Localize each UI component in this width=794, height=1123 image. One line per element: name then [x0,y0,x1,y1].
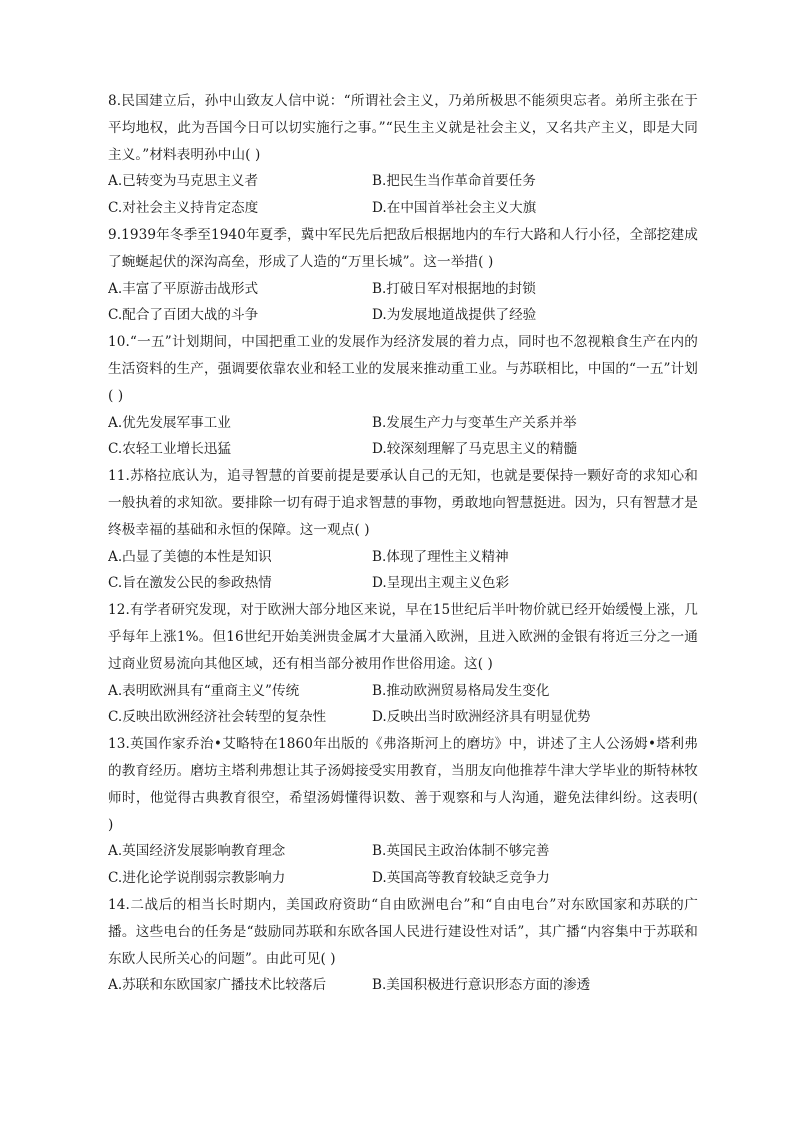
question-9 [108,222,698,329]
option-grid [108,168,698,222]
option-a: A.英国经济发展影响教育理念 [108,843,286,860]
question-14 [108,892,698,999]
option-c: C.进化论学说削弱宗教影响力 [108,870,286,887]
option-grid [108,838,698,892]
option-c: C.旨在激发公民的参政热情 [108,575,272,592]
exam-page [108,88,698,999]
question-stem: 9.1939年冬季至1940年夏季，冀中军民先后把敌后根据地内的车行大路和人行小径，全部挖建成了蜿蜒起伏的深沟高垒，形成了人造的“万里长城”。这一举措( ) [108,226,698,270]
option-grid [108,972,698,999]
option-b: B.体现了理性主义精神 [372,548,509,565]
option-c: C.反映出欧洲经济社会转型的复杂性 [108,709,327,726]
option-a: A.优先发展军事工业 [108,414,231,431]
question-8 [108,88,698,222]
option-c: C.农轻工业增长迅猛 [108,441,231,458]
option-d: D.呈现出主观主义色彩 [372,575,510,592]
option-d: D.英国高等教育较缺乏竞争力 [372,870,550,887]
option-a: A.表明欧洲具有“重商主义”传统 [108,682,300,699]
option-grid [108,678,698,732]
question-stem: 11.苏格拉底认为，追寻智慧的首要前提是要承认自己的无知，也就是要保持一颗好奇的求知心和一般执着的求知欲。要排除一切有碍于追求智慧的事物，勇敢地向智慧挺进。因为，只有智慧才是终极幸福的基础和永恒的保障。这一观点( ) [108,468,698,538]
option-b: B.英国民主政治体制不够完善 [372,843,550,860]
option-a: A.凸显了美德的本性是知识 [108,548,272,565]
option-b: B.发展生产力与变革生产关系并举 [372,414,577,431]
option-grid [108,410,698,464]
option-d: D.为发展地道战提供了经验 [372,307,537,324]
option-d: D.在中国首举社会主义大旗 [372,200,537,217]
question-13 [108,731,698,892]
option-grid [108,276,698,330]
option-grid [108,544,698,598]
question-11 [108,463,698,597]
option-b: B.美国积极进行意识形态方面的渗透 [372,977,591,994]
option-a: A.苏联和东欧国家广播技术比较落后 [108,977,327,994]
option-d: D.反映出当时欧洲经济具有明显优势 [372,709,591,726]
question-10 [108,329,698,463]
option-c: C.配合了百团大战的斗争 [108,307,259,324]
question-stem: 10.“一五”计划期间，中国把重工业的发展作为经济发展的着力点，同时也不忽视粮食生产在内的生活资料的生产，强调要依靠农业和轻工业的发展来推动重工业。与苏联相比，中国的“一五”计划( ) [108,334,698,404]
option-a: A.已转变为马克思主义者 [108,173,259,190]
option-a: A.丰富了平原游击战形式 [108,280,259,297]
option-b: B.推动欧洲贸易格局发生变化 [372,682,550,699]
question-12 [108,597,698,731]
question-stem: 12.有学者研究发现，对于欧洲大部分地区来说，早在15世纪后半叶物价就已经开始缓慢上涨，几乎每年上涨1%。但16世纪开始美洲贵金属才大量涌入欧洲，且进入欧洲的金银有将近三分之一通过商业贸易流向其他区域，还有相当部分被用作世俗用途。这( ) [108,602,698,672]
question-stem: 13.英国作家乔治•艾略特在1860年出版的《弗洛斯河上的磨坊》中，讲述了主人公汤姆•塔利弗的教育经历。磨坊主塔利弗想让其子汤姆接受实用教育，当朋友向他推荐牛津大学毕业的斯特林牧师时，他觉得古典教育很空，希望汤姆懂得识数、善于观察和与人沟通，避免法律纠纷。这表明( ) [108,736,698,833]
question-stem: 14.二战后的相当长时期内，美国政府资助“自由欧洲电台”和“自由电台”对东欧国家和苏联的广播。这些电台的任务是“鼓励同苏联和东欧各国人民进行建设性对话”，其广播“内容集中于苏联和东欧人民所关心的问题”。由此可见( ) [108,896,698,967]
option-b: B.打破日军对根据地的封锁 [372,280,536,297]
option-d: D.较深刻理解了马克思主义的精髓 [372,441,578,458]
option-c: C.对社会主义持肯定态度 [108,200,259,217]
option-b: B.把民生当作革命首要任务 [372,173,536,190]
question-stem: 8.民国建立后，孙中山致友人信中说：“所谓社会主义，乃弟所极思不能须臾忘者。弟所主张在于平均地权，此为吾国今日可以切实施行之事。”“民生主义就是社会主义，又名共产主义，即是大同主义。”材料表明孙中山( ) [108,93,698,163]
